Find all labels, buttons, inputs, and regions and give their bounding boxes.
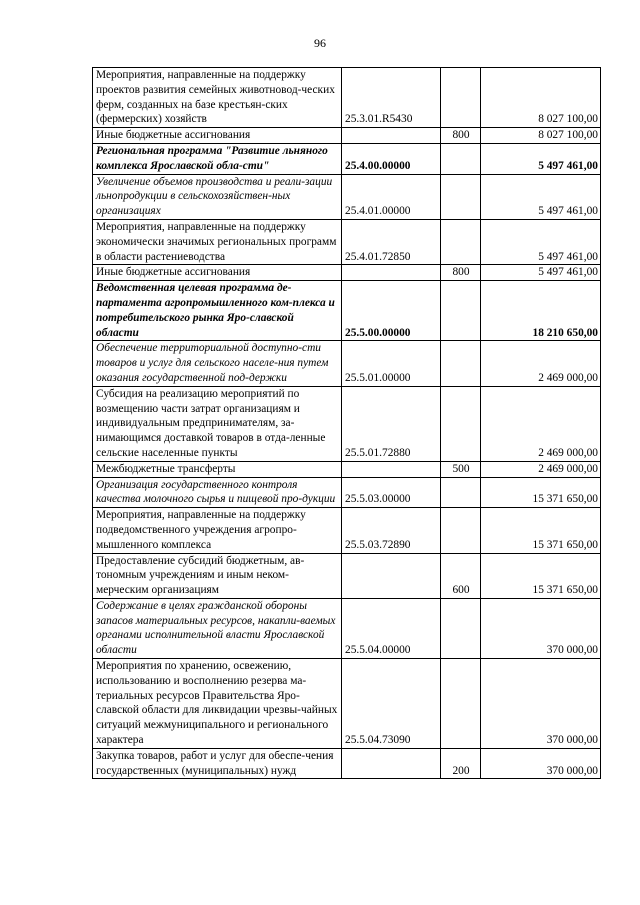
row-name: Организация государственного контроля качества молочного сырья и пищевой про-дукции: [93, 477, 342, 508]
table-row: [93, 281, 601, 341]
table-row: [93, 477, 601, 508]
row-expense-kind: [441, 477, 481, 508]
row-code: 25.4.01.00000: [342, 174, 441, 219]
row-expense-kind: 500: [441, 461, 481, 477]
row-sum: 18 210 650,00: [481, 281, 601, 341]
row-code: 25.5.04.00000: [342, 598, 441, 658]
page-number: 96: [314, 36, 326, 50]
row-name: Иные бюджетные ассигнования: [93, 128, 342, 144]
row-code: 25.5.01.00000: [342, 341, 441, 386]
row-sum: 15 371 650,00: [481, 508, 601, 553]
row-code: 25.5.03.72890: [342, 508, 441, 553]
row-name: Региональная программа "Развитие льняного комплекса Ярославской обла-сти": [93, 143, 342, 174]
row-expense-kind: [441, 341, 481, 386]
table-row: [93, 659, 601, 749]
table-row: [93, 174, 601, 219]
row-sum: 370 000,00: [481, 748, 601, 779]
row-name: Обеспечение территориальной доступно-сти товаров и услуг для сельского населе-ния путем оказания государственной под-держки: [93, 341, 342, 386]
row-expense-kind: [441, 386, 481, 461]
row-code: [342, 553, 441, 598]
row-name: Мероприятия, направленные на поддержку экономически значимых региональных программ в области растениеводства: [93, 219, 342, 264]
row-sum: 8 027 100,00: [481, 68, 601, 128]
row-code: 25.3.01.R5430: [342, 68, 441, 128]
row-sum: 5 497 461,00: [481, 174, 601, 219]
row-expense-kind: 800: [441, 128, 481, 144]
row-name: Субсидия на реализацию мероприятий по возмещению части затрат организациям и индивидуальным предпринимателям, за-нимающимся доставкой товаров в отда-ленные сельские населенные пункты: [93, 386, 342, 461]
row-sum: 2 469 000,00: [481, 341, 601, 386]
row-sum: 15 371 650,00: [481, 553, 601, 598]
row-code: 25.5.00.00000: [342, 281, 441, 341]
row-expense-kind: 600: [441, 553, 481, 598]
row-sum: 8 027 100,00: [481, 128, 601, 144]
row-sum: 5 497 461,00: [481, 143, 601, 174]
row-code: [342, 265, 441, 281]
row-code: 25.5.03.00000: [342, 477, 441, 508]
table-row: [93, 508, 601, 553]
row-name: Ведомственная целевая программа де-партамента агропромышленного ком-плекса и потребительского рынка Яро-славской области: [93, 281, 342, 341]
row-expense-kind: [441, 174, 481, 219]
row-expense-kind: [441, 659, 481, 749]
row-code: 25.4.01.72850: [342, 219, 441, 264]
row-name: Мероприятия по хранению, освежению, использованию и восполнению резерва ма-териальных ресурсов Правительства Яро-славской области для ликвидации чрезвы-чайных ситуаций межмуниципального и регионального характера: [93, 659, 342, 749]
table-row: [93, 68, 601, 128]
row-name: Закупка товаров, работ и услуг для обеспе-чения государственных (муниципальных) нужд: [93, 748, 342, 779]
row-expense-kind: [441, 508, 481, 553]
row-expense-kind: [441, 598, 481, 658]
row-expense-kind: [441, 281, 481, 341]
table-row: [93, 143, 601, 174]
table-row: [93, 128, 601, 144]
table-row: [93, 341, 601, 386]
row-code: [342, 461, 441, 477]
row-sum: 15 371 650,00: [481, 477, 601, 508]
table-row: [93, 553, 601, 598]
row-sum: 2 469 000,00: [481, 386, 601, 461]
row-expense-kind: 800: [441, 265, 481, 281]
row-expense-kind: [441, 68, 481, 128]
row-code: [342, 748, 441, 779]
table-row: [93, 461, 601, 477]
table-row: [93, 748, 601, 779]
row-name: Увеличение объемов производства и реали-зации льнопродукции в сельскохозяйствен-ных организациях: [93, 174, 342, 219]
row-name: Содержание в целях гражданской обороны запасов материальных ресурсов, накапли-ваемых органами исполнительной власти Ярославской области: [93, 598, 342, 658]
table-row: [93, 219, 601, 264]
budget-table: [92, 67, 601, 779]
row-code: 25.4.00.00000: [342, 143, 441, 174]
row-sum: 5 497 461,00: [481, 219, 601, 264]
row-code: [342, 128, 441, 144]
row-sum: 370 000,00: [481, 659, 601, 749]
row-expense-kind: 200: [441, 748, 481, 779]
row-expense-kind: [441, 143, 481, 174]
row-name: Иные бюджетные ассигнования: [93, 265, 342, 281]
row-sum: 5 497 461,00: [481, 265, 601, 281]
row-expense-kind: [441, 219, 481, 264]
table-row: [93, 598, 601, 658]
row-code: 25.5.04.73090: [342, 659, 441, 749]
row-name: Мероприятия, направленные на поддержку проектов развития семейных животновод-ческих ферм, созданных на базе крестьян-ских (фермерских) хозяйств: [93, 68, 342, 128]
row-name: Предоставление субсидий бюджетным, ав-тономным учреждениям и иным неком-мерческим организациям: [93, 553, 342, 598]
row-name: Мероприятия, направленные на поддержку подведомственного учреждения агропро-мышленного комплекса: [93, 508, 342, 553]
row-name: Межбюджетные трансферты: [93, 461, 342, 477]
row-sum: 370 000,00: [481, 598, 601, 658]
row-sum: 2 469 000,00: [481, 461, 601, 477]
row-code: 25.5.01.72880: [342, 386, 441, 461]
table-row: [93, 265, 601, 281]
table-row: [93, 386, 601, 461]
